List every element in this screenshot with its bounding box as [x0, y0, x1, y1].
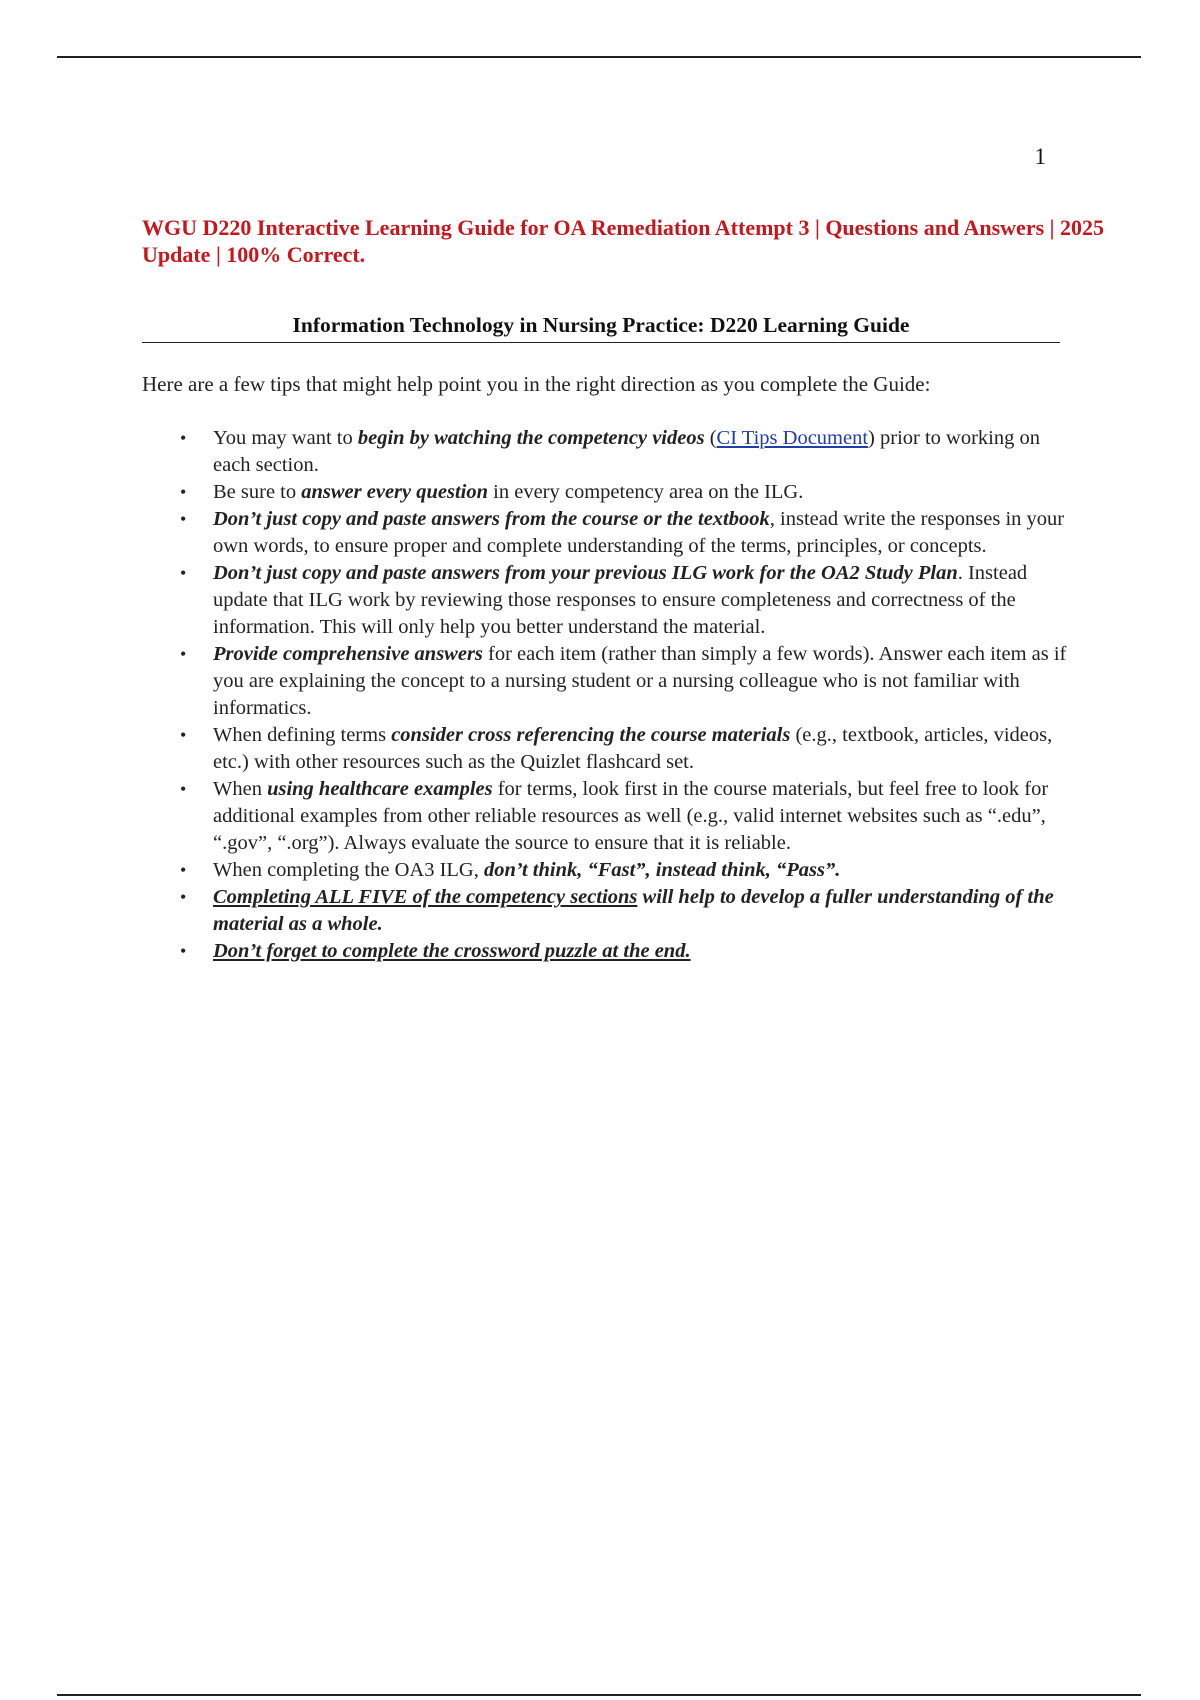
bullet-icon: • [180, 428, 187, 448]
bullet-icon: • [180, 563, 187, 583]
bullet-icon: • [180, 482, 187, 502]
tip-item: • Don’t forget to complete the crossword puzzle at the end. [142, 938, 1072, 965]
tip-item: • Don’t just copy and paste answers from the course or the textbook, instead write the responses in your own words, to ensure proper and complete understanding of the terms, principles, or concepts. [180, 508, 1065, 557]
tip-item: • Don’t just copy and paste answers from your previous ILG work for the OA2 Study Plan. Instead update that ILG work by reviewing those responses to ensure completeness and correctness of the information. This will only help you better understand the material. [180, 562, 1028, 638]
bullet-icon: • [180, 725, 187, 745]
page-number: 1 [1034, 144, 1046, 169]
tips-list [142, 425, 1072, 965]
bullet-icon: • [180, 860, 187, 880]
bullet-icon: • [180, 887, 187, 907]
tip-item: • Provide comprehensive answers for each item (rather than simply a few words). Answer each item as if you are explaining the concept to a nursing student or a nursing colleague who is not familiar with informatics. [180, 643, 1067, 719]
tip-item: • When using healthcare examples for terms, look first in the course materials, but feel free to look for additional examples from other reliable resources as well (e.g., valid internet websites such as “.edu”, “.gov”, “.org”). Always evaluate the source to ensure that it is reliable. [180, 778, 1049, 854]
guide-heading: Information Technology in Nursing Practice: D220 Learning Guide [142, 313, 1060, 343]
tip-item: • Be sure to answer every question in every competency area on the ILG. [142, 479, 1072, 506]
bullet-icon: • [180, 509, 187, 529]
intro-text: Here are a few tips that might help point you in the right direction as you complete the Guide: [142, 372, 931, 396]
tip-item: • You may want to begin by watching the competency videos (CI Tips Document) prior to working on each section. [180, 427, 1040, 476]
bullet-icon: • [180, 941, 187, 961]
document-title: WGU D220 Interactive Learning Guide for OA Remediation Attempt 3 | Questions and Answers | 2025 Update | 100% Correct. [142, 215, 1104, 267]
bullet-icon: • [180, 779, 187, 799]
tip-item: • When defining terms consider cross referencing the course materials (e.g., textbook, articles, videos, etc.) with other resources such as the Quizlet flashcard set. [180, 724, 1053, 773]
tip-item: • Completing ALL FIVE of the competency sections will help to develop a fuller understanding of the material as a whole. [180, 886, 1054, 935]
page-top-rule [57, 56, 1141, 58]
tip-item: • When completing the OA3 ILG, don’t think, “Fast”, instead think, “Pass”. [142, 857, 1072, 884]
ci-tips-document-link[interactable]: CI Tips Document [716, 427, 869, 449]
page-bottom-rule [57, 1694, 1141, 1696]
bullet-icon: • [180, 644, 187, 664]
